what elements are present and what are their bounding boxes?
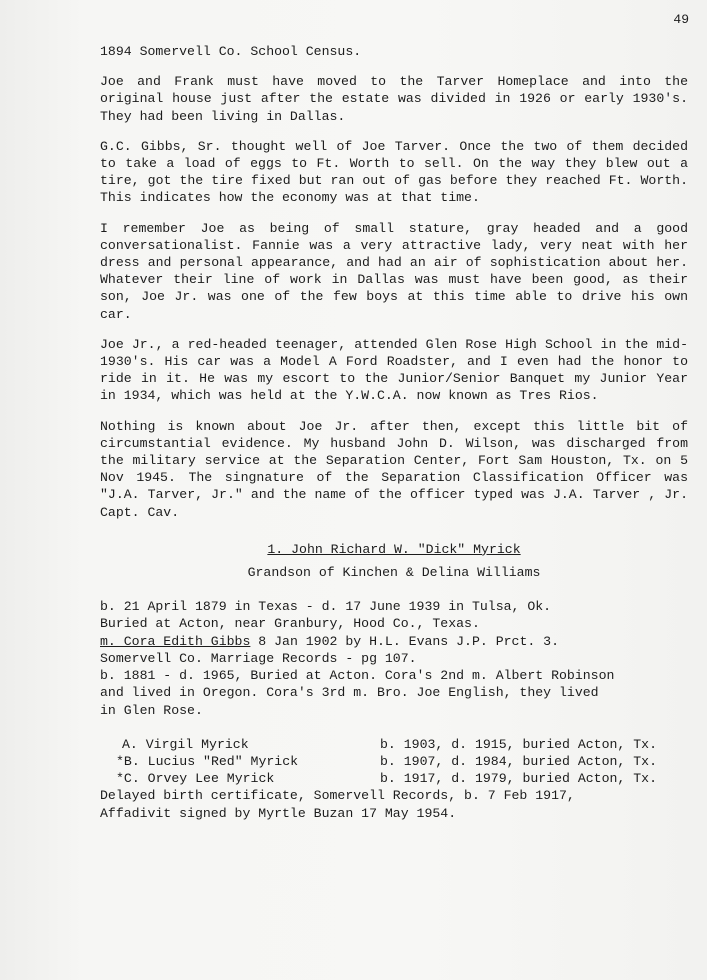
body-text [100, 43, 688, 822]
marriage-details: 8 Jan 1902 by H.L. Evans J.P. Prct. 3. [250, 633, 560, 649]
myrick-record [100, 598, 688, 718]
marriage-spouse: m. Cora Edith Gibbs [100, 633, 251, 649]
marriage-line [100, 633, 688, 650]
list-item [100, 753, 688, 770]
cora-line-1: b. 1881 - d. 1965, Buried at Acton. Cora's 2nd m. Albert Robinson [100, 668, 615, 684]
child-name: *B. Lucius "Red" Myrick [116, 753, 299, 769]
census-line: 1894 Somervell Co. School Census. [100, 44, 362, 59]
born-line: b. 21 April 1879 in Texas - d. 17 June 1939 in Tulsa, Ok. [100, 599, 552, 615]
child-name: A. Virgil Myrick [122, 736, 249, 752]
paragraph-joe-jr: Joe Jr., a red-headed teenager, attended Glen Rose High School in the mid-1930's. His car was a Model A Ford Roadster, and I even had the honor to ride in it. He was my escort to the Junior/Senior Banquet my Junior Year in 1934, which was held at the Y.W.C.A. now known as Tres Rios. [100, 336, 688, 404]
buried-line: Buried at Acton, near Granbury, Hood Co., Texas. [100, 616, 480, 632]
paragraph-gibbs: G.C. Gibbs, Sr. thought well of Joe Tarver. Once the two of them decided to take a load of eggs to Ft. Worth to sell. On the way they blew out a tire, got the tire fixed but ran out of gas before they reached Ft. Worth. This indicates how the economy was at that time. [100, 138, 688, 206]
delayed-line-1: Delayed birth certificate, Somervell Records, b. 7 Feb 1917, [100, 788, 575, 804]
paragraph-remember: I remember Joe as being of small stature, gray headed and a good conversationalist. Fannie was a very attractive lady, very neat with her dress and personal appearance, and had an air of sophistication about her. Whatever their line of work in Dallas was must have been good, as their son, Joe Jr. was one of the few boys at this time able to drive his own car. [100, 220, 688, 322]
cora-line-3: in Glen Rose. [100, 702, 203, 718]
section-heading [100, 541, 688, 558]
child-dates: b. 1903, d. 1915, buried Acton, Tx. [380, 736, 657, 752]
paragraph-moved: Joe and Frank must have moved to the Tarver Homeplace and into the original house just after the estate was divided in 1926 or early 1930's. They had been living in Dallas. [100, 74, 688, 124]
cora-line-2: and lived in Oregon. Cora's 3rd m. Bro. Joe English, they lived [100, 685, 599, 701]
section-subheading: Grandson of Kinchen & Delina Williams [247, 565, 541, 581]
page-number: 49 [673, 12, 689, 27]
children-list [100, 736, 688, 788]
child-dates: b. 1917, d. 1979, buried Acton, Tx. [380, 771, 657, 787]
delayed-line-2: Affadivit signed by Myrtle Buzan 17 May 1954. [100, 805, 457, 821]
list-item [100, 736, 688, 753]
list-item [100, 770, 688, 787]
paragraph-nothing-known: Nothing is known about Joe Jr. after then, except this little bit of circumstantial evidence. My husband John D. Wilson, was discharged from the military service at the Separation Center, Fort Sam Houston, Tx. on 5 Nov 1945. The singnature of the Separation Classification Officer was "J.A. Tarver, Jr." and the name of the officer typed was J.A. Tarver , Jr. Capt. Cav. [100, 418, 688, 520]
child-name: *C. Orvey Lee Myrick [116, 771, 275, 787]
marriage-records-line: Somervell Co. Marriage Records - pg 107. [100, 650, 417, 666]
section-heading-text: 1. John Richard W. "Dick" Myrick [267, 541, 521, 557]
child-dates: b. 1907, d. 1984, buried Acton, Tx. [380, 753, 657, 769]
